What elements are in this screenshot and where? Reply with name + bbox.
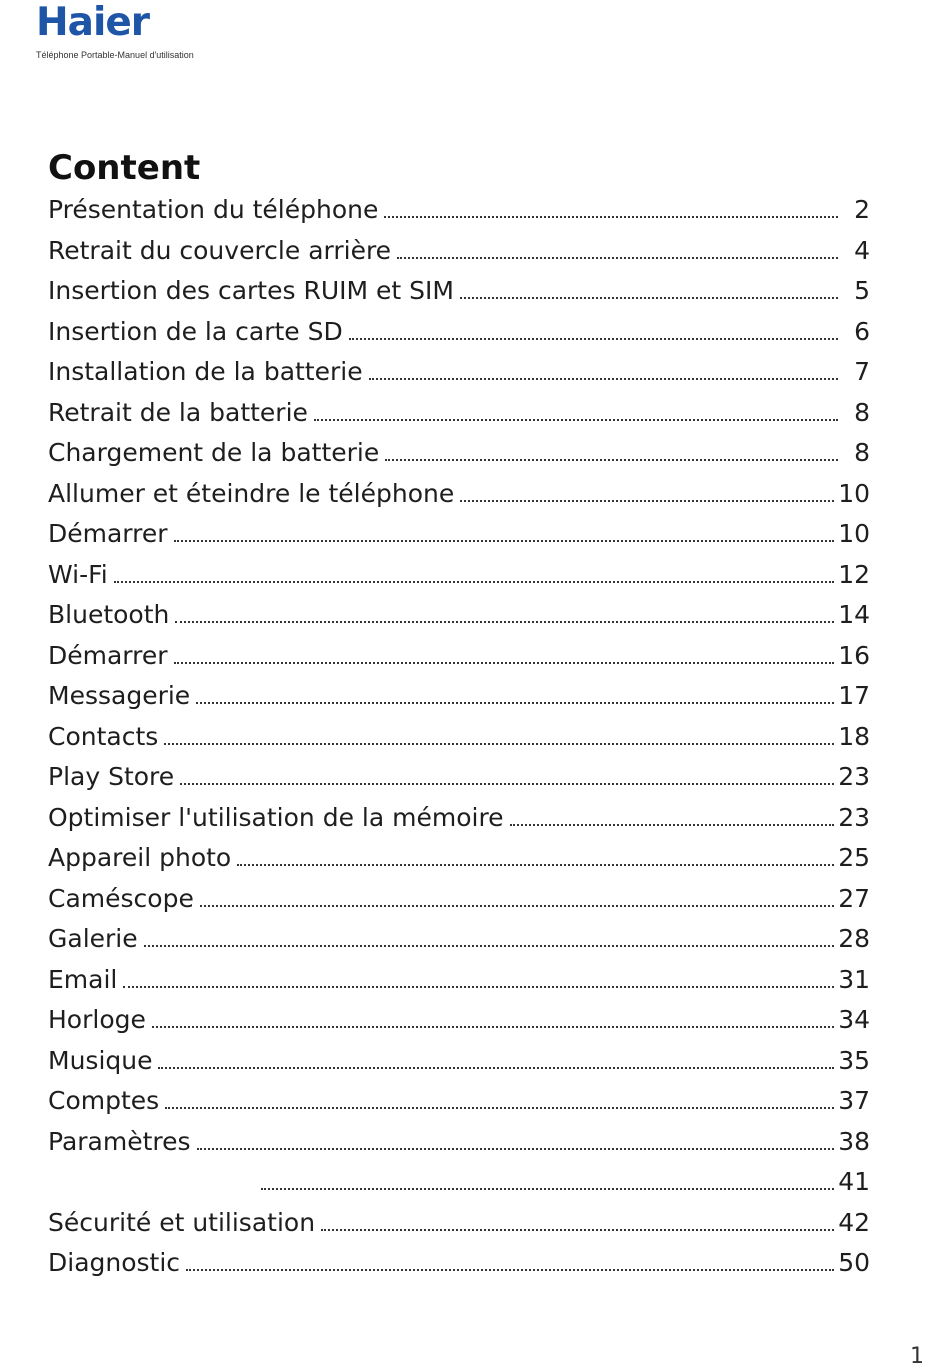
- toc-list: [48, 195, 870, 1289]
- toc-entry-page: 23: [838, 762, 870, 791]
- toc-entry-page: 6: [854, 316, 870, 346]
- haier-logo: Haier: [36, 0, 150, 45]
- toc-entry-page: 35: [838, 1045, 870, 1075]
- toc-dot-leader: [237, 864, 834, 866]
- toc-entry[interactable]: [48, 641, 870, 682]
- toc-dot-leader: [114, 581, 835, 583]
- toc-entry-label: Diagnostic: [48, 1248, 181, 1277]
- toc-entry[interactable]: [48, 560, 870, 601]
- toc-entry-label: Présentation du téléphone: [48, 195, 379, 224]
- toc-dot-leader: [200, 905, 834, 907]
- toc-dot-leader: [164, 743, 834, 745]
- toc-dot-leader: [369, 378, 838, 380]
- toc-entry[interactable]: [48, 1208, 870, 1249]
- toc-entry-page: 38: [838, 1126, 870, 1156]
- toc-dot-leader: [197, 1148, 835, 1150]
- toc-entry-label: Insertion de la carte SD: [48, 316, 343, 346]
- toc-entry-page: 17: [838, 681, 870, 710]
- toc-entry-page: 7: [854, 357, 870, 386]
- toc-entry-page: 10: [838, 478, 870, 508]
- toc-dot-leader: [152, 1026, 834, 1028]
- toc-dot-leader: [510, 824, 835, 826]
- toc-dot-leader: [349, 338, 838, 340]
- page-number: 1: [910, 1344, 924, 1369]
- toc-dot-leader: [144, 945, 835, 947]
- toc-entry[interactable]: [48, 965, 870, 1006]
- toc-dot-leader: [460, 297, 838, 299]
- toc-entry-label: Paramètres: [48, 1126, 191, 1156]
- toc-entry-label: Galerie: [48, 924, 138, 953]
- toc-entry-page: 8: [854, 438, 870, 467]
- toc-dot-leader: [397, 257, 838, 259]
- toc-entry-page: 16: [838, 640, 870, 670]
- toc-entry-page: 42: [838, 1207, 870, 1237]
- toc-dot-leader: [175, 621, 834, 623]
- toc-entry[interactable]: [48, 1167, 870, 1208]
- toc-dot-leader: [174, 540, 835, 542]
- toc-dot-leader: [321, 1229, 834, 1231]
- toc-entry-label: Wi-Fi: [48, 559, 108, 589]
- toc-entry[interactable]: [48, 357, 870, 398]
- toc-entry-page: 37: [838, 1086, 870, 1115]
- toc-entry[interactable]: [48, 1127, 870, 1168]
- toc-entry[interactable]: [48, 1005, 870, 1046]
- toc-dot-leader: [261, 1188, 834, 1190]
- toc-dot-leader: [123, 986, 834, 988]
- toc-entry[interactable]: [48, 236, 870, 277]
- toc-entry[interactable]: [48, 762, 870, 803]
- toc-entry-page: 12: [838, 559, 870, 589]
- toc-entry-page: 5: [854, 276, 870, 305]
- toc-entry-label: Comptes: [48, 1086, 160, 1115]
- toc-entry-label: Play Store: [48, 762, 175, 791]
- toc-entry-label: Démarrer: [48, 640, 168, 670]
- header-brand: [36, 2, 336, 60]
- toc-entry-label: Insertion des cartes RUIM et SIM: [48, 276, 454, 305]
- toc-dot-leader: [385, 459, 838, 461]
- toc-entry-page: 41: [838, 1167, 870, 1196]
- toc-entry[interactable]: [48, 519, 870, 560]
- toc-entry[interactable]: [48, 276, 870, 317]
- toc-entry[interactable]: [48, 884, 870, 925]
- toc-entry-page: 50: [838, 1248, 870, 1277]
- toc-entry-page: 28: [838, 924, 870, 953]
- toc-entry[interactable]: [48, 1046, 870, 1087]
- toc-entry-label: Contacts: [48, 721, 159, 751]
- toc-entry[interactable]: [48, 843, 870, 884]
- toc-entry-page: 31: [838, 964, 870, 994]
- toc-entry-page: 27: [838, 883, 870, 913]
- toc-entry[interactable]: [48, 722, 870, 763]
- toc-entry-label: Retrait de la batterie: [48, 397, 308, 427]
- toc-entry-label: Retrait du couvercle arrière: [48, 235, 392, 265]
- toc-entry[interactable]: [48, 803, 870, 844]
- toc-dot-leader: [158, 1067, 834, 1069]
- toc-entry-label: Horloge: [48, 1005, 146, 1034]
- toc-entry-label: Appareil photo: [48, 843, 232, 872]
- toc-entry[interactable]: [48, 479, 870, 520]
- toc-title: Content: [48, 148, 201, 188]
- toc-entry-label: Optimiser l'utilisation de la mémoire: [48, 802, 504, 832]
- toc-entry-page: 14: [838, 600, 870, 629]
- toc-entry[interactable]: [48, 1248, 870, 1289]
- toc-entry[interactable]: [48, 195, 870, 236]
- toc-entry-label: Bluetooth: [48, 600, 170, 629]
- toc-dot-leader: [186, 1269, 834, 1271]
- toc-dot-leader: [314, 419, 838, 421]
- toc-entry[interactable]: [48, 438, 870, 479]
- toc-entry-label: Messagerie: [48, 681, 191, 710]
- toc-entry-label: Sécurité et utilisation: [48, 1207, 316, 1237]
- toc-entry[interactable]: [48, 317, 870, 358]
- toc-entry-label: Musique: [48, 1045, 153, 1075]
- toc-dot-leader: [174, 662, 835, 664]
- toc-entry[interactable]: [48, 600, 870, 641]
- toc-entry[interactable]: [48, 924, 870, 965]
- toc-dot-leader: [460, 500, 834, 502]
- toc-entry-label: Installation de la batterie: [48, 357, 363, 386]
- toc-entry-page: 25: [838, 843, 870, 872]
- toc-entry-page: 34: [838, 1005, 870, 1034]
- toc-entry-label: Email: [48, 964, 118, 994]
- toc-entry-label: Démarrer: [48, 519, 168, 548]
- toc-entry-label: Chargement de la batterie: [48, 438, 380, 467]
- toc-entry-label: Allumer et éteindre le téléphone: [48, 478, 455, 508]
- toc-entry[interactable]: [48, 681, 870, 722]
- toc-entry-page: 10: [838, 519, 870, 548]
- toc-dot-leader: [196, 702, 834, 704]
- toc-entry-page: 23: [838, 802, 870, 832]
- toc-entry-page: 8: [854, 397, 870, 427]
- manual-subtitle: Téléphone Portable-Manuel d'utilisation: [36, 50, 194, 60]
- toc-entry-page: 4: [854, 235, 870, 265]
- toc-entry-page: 2: [854, 195, 870, 224]
- toc-entry-label: Caméscope: [48, 883, 194, 913]
- toc-dot-leader: [180, 783, 834, 785]
- toc-dot-leader: [384, 216, 838, 218]
- toc-dot-leader: [165, 1107, 834, 1109]
- toc-entry[interactable]: [48, 398, 870, 439]
- toc-entry-page: 18: [838, 721, 870, 751]
- toc-entry[interactable]: [48, 1086, 870, 1127]
